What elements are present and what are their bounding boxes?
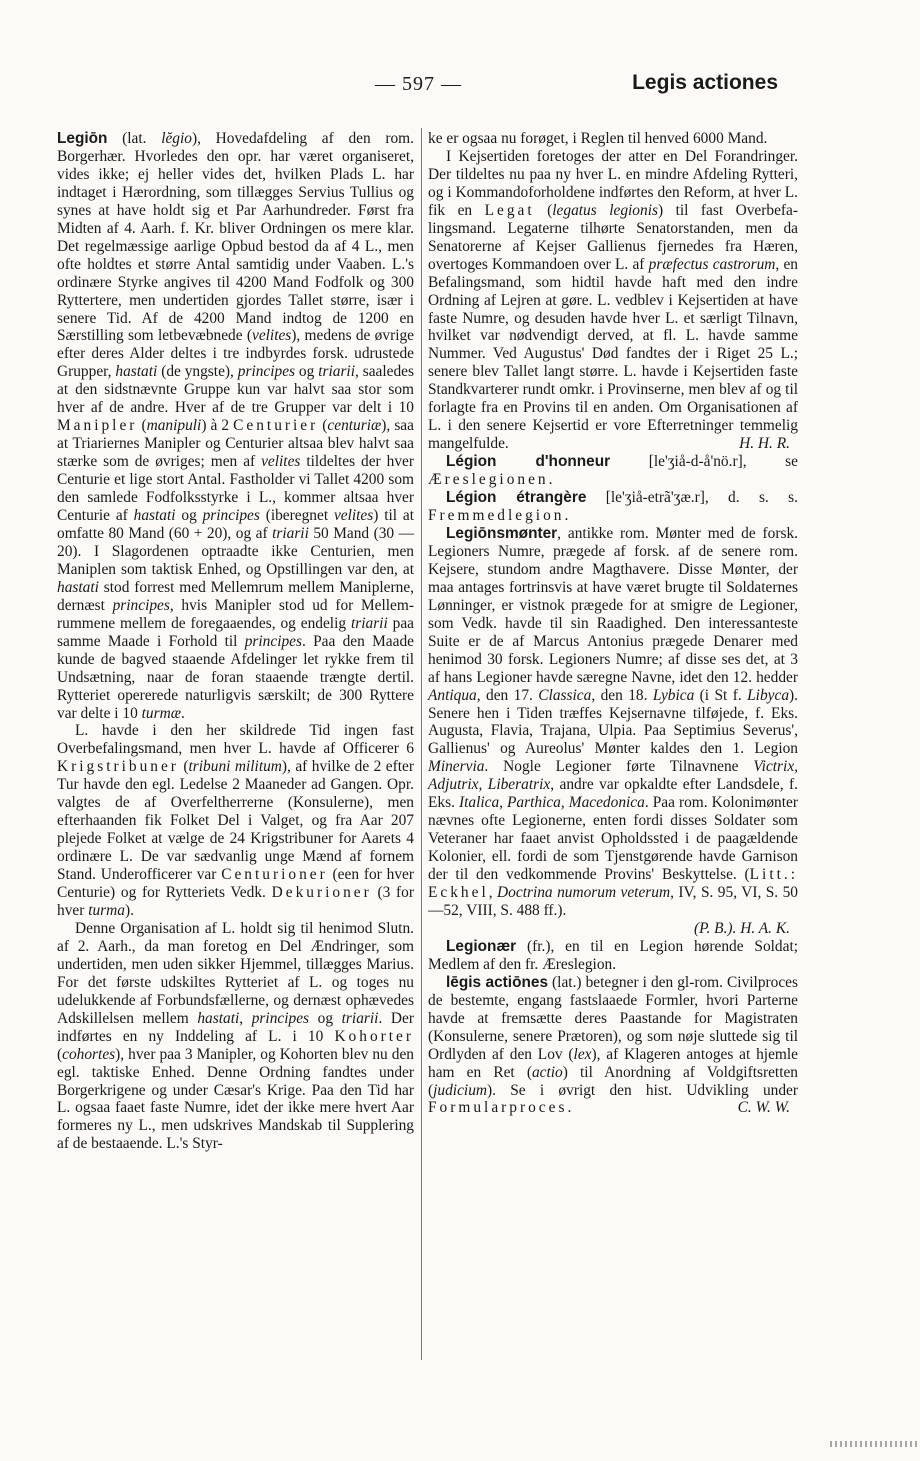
paragraph: ke er ogsaa nu forøget, i Reglen til henved 6000 Mand. [428, 130, 768, 147]
scan-artifact [830, 1441, 920, 1447]
headword: Legiōn [57, 130, 108, 147]
column-divider [421, 128, 422, 1360]
paragraph: L. havde i den her skildrede Tid ingen fast Overbefalingsmand, men hver L. havde af Officerer 6 Krigstribuner (tribuni militum), af hvilke de 2 efter Tur havde den egl. Ledelse 2 Maaneder ad Gangen. Opr. valgtes de af Overfeltherrerne (Konsulerne), men efterhaanden fik Folket Del i Valget, og fra Aar 207 plejede Folket at vælge de 24 Krigstribuner for Aarets 4 ordinære L. De var sædvanlig unge Mænd af fornem Stand. Underofficerer var Centurioner (een for hver Centurie) og for Rytteriets Vedk. Dekurioner (3 for hver turma). [57, 722, 414, 919]
headword: lēgis actiōnes [446, 973, 548, 991]
entry-legion-honneur: Légion d'honneur [le'ʒiå-d-å'nö.r], se Æreslegionen. [428, 453, 798, 489]
entry-legionsmonter: Legiōnsmønter, antikke rom. Mønter med de forsk. Legioners Numre, prægede af forsk. af de senere rom. Kejsere, stundom andre Magthavere. Disse Mønter, der maa antages fortrinsvis at have været brugte til Soldaternes Lønninger, er vistnok prægede for at smigre de Legioner, som Vedk. havde til sin Raadighed. Den interessanteste Suite er de af Marcus Antonius prægede Denarer med henimod 30 forsk. Legioners Numre; af disse ses det, at 3 af hans Legioner havde særegne Navne, idet den 12. hedder Antiqua, den 17. Classica, den 18. Lybica (i St f. Libyca). Senere hen i Tiden træffes Kejsernavne tilføjede, f. Eks. Augusta, Flavia, Trajana, Ulpia. Paa Septimius Severus', Gallienus' og Aureolus' Mønter kaldes den 1. Legion Minervia. Nogle Legioner førte Tilnavnene Victrix, Adjutrix, Liberatrix, andre var opkaldte efter Landsdele, f. Eks. Italica, Parthica, Macedonica. Paa rom. Kolonimønter nævnes ofte Legionerne, enten fordi disses Soldater som Veteraner har faaet anvist Opholdssted i de paagældende Kolonier, ell. fordi de som Tjenstgørende havde Garnison der til den vedkommende Provins' Beskyttelse. (Litt.: Eckhel, Doctrina numorum veterum, IV, S. 95, VI, S. 50—52, VIII, S. 488 ff.). (P. B.). H. A. K. [428, 524, 798, 937]
headword: Legiōnsmønter [446, 524, 558, 542]
entry-legis-actiones: lēgis actiōnes (lat.) betegner i den gl-rom. Civilproces de bestemte, engang fastslaaede Formler, hvori Parterne havde at fremsætte deres Paastande for Magistraten (Konsulerne, senere Prætoren), og som nøje sluttede sig til Ordlyden af den Lov (lex), af Klageren antoges at hjemle ham en Ret (actio) til Anordning af Voldgiftsretten (judicium). Se i øvrigt den hist. Udvikling under Formularproces. C. W. W. [428, 973, 798, 1117]
right-column [428, 130, 798, 1117]
cross-reference: Æreslegionen [428, 471, 549, 489]
entry-legionaer: Legionær (fr.), en til en Legion hørende Soldat; Medlem af den fr. Æreslegion. [428, 937, 798, 973]
entry-legion: Legiōn (lat. lĕgio), Hovedafdeling af den rom. Borgerhær. Hvorledes den opr. har været organiseret, vides ikke; ej heller vides det, hvilken Plads L. har indtaget i Hærordning, som tillægges Servius Tullius og synes at have holdt sig et Par Aarhundreder. Først fra Midten af 4. Aarh. f. Kr. bliver Ordningen os mere klar. Det regelmæssige aarlige Opbud bestod da af 4 L., men ofte holdtes et større Antal samtidig under Vaaben. L.'s ordinære Styrke angives til 4200 Mand Fodfolk og 300 Ryttertere, men undertiden gjordes Tallet større, især i senere Tid. Af de 4200 Mand indtog de 1200 en Særstilling som letbevæbnede (velites), medens de øvrige efter deres Alder deltes i tre indbyrdes forsk. udrustede Grupper, hastati (de yngste), principes og triarii, saaledes at den sidstnævnte Gruppe kun var halvt saa stor som hver af de andre. Hver af de tre Grupper var delt i 10 Manipler (manipuli) à 2 Centurier (centuriæ), saa at Triariernes Manipler og Centurier altsaa blev halvt saa stærke som de øvriges; men af velites tildeltes der hver Centurie et lige stort Antal. Fastholder vi Tallet 4200 som den samlede Fodfolksstyrke i L., kommer altsaa hver Centurie af hastati og principes (iberegnet velites) til at omfatte 80 Mand (60 + 20), og af triarii 50 Mand (30 —20). I Slagordenen optraadte ikke Centurien, men Maniplen som taktisk Enhed, og Opstillingen var den, at hastati stod forrest med Mellemrum mellem Maniplerne, dernæst principes, hvis Manipler stod ud for Mellemrummene mellem de foregaaendes, og endelig triarii paa samme Maade i Forhold til principes. Paa den Maade kunde de bagved staaende Afdelinger let rykke frem til Undsætning, naar de foran staaende trængte dertil. Rytteriet opererede naturligvis særskilt; de 300 Ryttere var delte i 10 turmæ. [57, 130, 414, 722]
headword: Légion étrangère [446, 489, 587, 507]
entry-legion-etrangere: Légion étrangère [le'ʒiå-etrã'ʒæ.r], d. s. s. Fremmedlegion. [428, 489, 798, 525]
author-signature: H. H. R. [739, 435, 790, 453]
page-header [0, 73, 920, 103]
cross-reference: Fremmedlegion [428, 507, 565, 525]
page-number: — 597 — [375, 73, 462, 95]
headword: Légion d'honneur [446, 453, 611, 471]
left-column [57, 130, 414, 1153]
headword: Legionær [446, 937, 517, 955]
paragraph: Denne Organisation af L. holdt sig til henimod Slutn. af 2. Aarh., da man foretog en Del Ændringer, som undertiden, men uden sikker Hjemmel, tillægges Marius. For det første udskiltes Rytteriet af L. og toges nu udelukkende af Forbundsfællerne, og dernæst ophævedes Adskillelsen mellem hastati, principes og triarii. Der indførtes en ny Inddeling af L. i 10 Kohorter (cohortes), hver paa 3 Manipler, og Kohorten blev nu den egl. taktiske Enhed. Denne Ordning fandtes under Borgerkrigene og under Cæsar's Krige. Paa den Tid har L. ogsaa faaet faste Numre, idet der ikke mere hvert Aar formeres ny L., men udskrives Mandskab til Supplering af de bestaaende. L.'s Styr- [57, 919, 414, 1153]
author-signature: (P. B.). H. A. K. [693, 919, 790, 937]
author-signature: C. W. W. [737, 1099, 790, 1117]
paragraph: I Kejsertiden foretoges der atter en Del Forandringer. Der tildeltes nu paa ny hver L. en mindre Afdeling Rytteri, og i Kommandoforholdene indførtes den Reform, at hver L. fik en Legat (legatus legionis) til fast Overbefalingsmand. Legaterne tilhørte Senatorstanden, men da Senatorerne af Kejser Gallienus fjernedes fra Hæren, overtoges Kommandoen over L. af præfectus castrorum, en Befalingsmand, som hidtil havde haft med den indre Ordning af Lejren at gøre. L. vedblev i Kejsertiden at have faste Numre, og desuden havde hver L. et særligt Tilnavn, hvilket var nødvendigt derved, at fl. L. havde samme Nummer. Ved Augustus' Død fandtes der i Riget 25 L.; senere blev Tallet langt større. L. havde i Kejsertiden faste Standkvarterer rundt omkr. i Provinserne, men blev af og til forlagte fra en Provins til en anden. Om Organisationen af L. i den senere Kejsertid er vore Efterretninger temmelig mangelfulde. H. H. R. [428, 147, 798, 453]
running-head: Legis actiones [632, 71, 778, 94]
cross-reference: Formularproces [428, 1099, 568, 1117]
